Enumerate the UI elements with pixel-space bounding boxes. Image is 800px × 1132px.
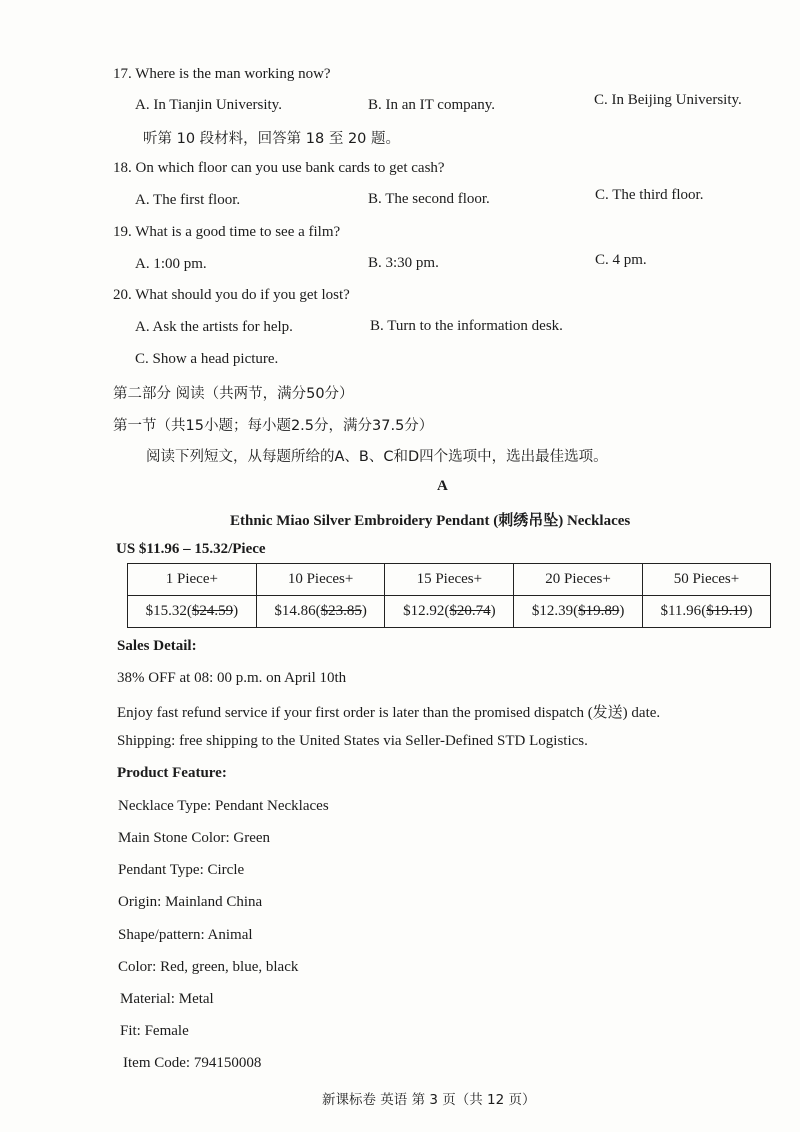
current-price: $12.92	[403, 603, 445, 619]
original-price: $19.19	[706, 603, 748, 619]
question-17-option-b: B. In an IT company.	[368, 97, 496, 113]
current-price: $14.86	[274, 603, 316, 619]
feature-item: Pendant Type: Circle	[118, 862, 245, 878]
question-18-stem: 18. On which floor can you use bank cards to get cash?	[113, 160, 445, 176]
question-20-option-a: A. Ask the artists for help.	[135, 319, 293, 335]
sales-line: Shipping: free shipping to the United States via Seller-Defined STD Logistics.	[117, 733, 588, 749]
listening-instruction-10: 听第 10 段材料，回答第 18 至 20 题。	[143, 131, 401, 147]
question-19-option-a: A. 1:00 pm.	[135, 256, 207, 272]
part-two-title: 第二部分 阅读（共两节，满分50分）	[113, 386, 354, 402]
table-price-cell: $12.39($19.89)	[514, 596, 643, 628]
page-footer: 新课标卷 英语 第 3 页（共 12 页）	[322, 1092, 536, 1108]
price-table-price-row	[128, 596, 771, 628]
feature-item: Fit: Female	[120, 1023, 189, 1039]
table-price-cell: $14.86($23.85)	[256, 596, 385, 628]
price-table	[127, 563, 771, 628]
original-price: $23.85	[320, 603, 362, 619]
sales-line: Enjoy fast refund service if your first order is later than the promised dispatch (发送) date.	[117, 705, 661, 721]
question-17-option-a: A. In Tianjin University.	[135, 97, 282, 113]
question-18-option-b: B. The second floor.	[368, 191, 490, 207]
question-20-option-c: C. Show a head picture.	[135, 351, 279, 367]
question-20-stem: 20. What should you do if you get lost?	[113, 287, 350, 303]
table-price-cell: $11.96($19.19)	[642, 596, 770, 628]
table-price-cell: $15.32($24.59)	[128, 596, 257, 628]
question-19-stem: 19. What is a good time to see a film?	[113, 224, 341, 240]
passage-letter: A	[437, 478, 448, 494]
original-price: $24.59	[191, 603, 234, 619]
feature-item: Main Stone Color: Green	[118, 830, 271, 846]
question-18-option-a: A. The first floor.	[135, 192, 241, 208]
price-range: US $11.96 – 15.32/Piece	[116, 541, 266, 557]
question-17-stem: 17. Where is the man working now?	[113, 66, 331, 82]
current-price: $11.96	[660, 603, 702, 619]
question-18-option-c: C. The third floor.	[595, 187, 704, 203]
question-20-option-b: B. Turn to the information desk.	[370, 318, 563, 334]
original-price: $19.89	[578, 603, 620, 619]
table-price-cell: $12.92($20.74)	[385, 596, 514, 628]
feature-item: Material: Metal	[120, 991, 214, 1007]
table-header-cell: 20 Pieces+	[514, 564, 643, 596]
feature-item: Item Code: 794150008	[123, 1055, 262, 1071]
sales-line: 38% OFF at 08: 00 p.m. on April 10th	[117, 670, 347, 686]
product-feature-heading: Product Feature:	[117, 765, 227, 781]
reading-instruction: 阅读下列短文，从每题所给的A、B、C和D四个选项中，选出最佳选项。	[146, 449, 608, 465]
table-header-cell: 50 Pieces+	[642, 564, 770, 596]
passage-title: Ethnic Miao Silver Embroidery Pendant (刺绣吊坠) Necklaces	[230, 513, 631, 529]
feature-item: Origin: Mainland China	[118, 894, 263, 910]
feature-item: Necklace Type: Pendant Necklaces	[118, 798, 329, 814]
question-17-option-c: C. In Beijing University.	[594, 92, 742, 108]
feature-item: Shape/pattern: Animal	[118, 927, 253, 943]
sales-detail-heading: Sales Detail:	[117, 638, 197, 654]
table-header-cell: 15 Pieces+	[385, 564, 514, 596]
price-table-header-row	[128, 564, 771, 596]
table-header-cell: 1 Piece+	[128, 564, 257, 596]
question-19-option-c: C. 4 pm.	[595, 252, 647, 268]
feature-item: Color: Red, green, blue, black	[118, 959, 299, 975]
current-price: $12.39	[531, 603, 574, 619]
question-19-option-b: B. 3:30 pm.	[368, 255, 439, 271]
current-price: $15.32	[145, 603, 187, 619]
table-header-cell: 10 Pieces+	[256, 564, 385, 596]
section-one-title: 第一节（共15小题；每小题2.5分，满分37.5分）	[113, 418, 434, 434]
original-price: $20.74	[449, 603, 491, 619]
